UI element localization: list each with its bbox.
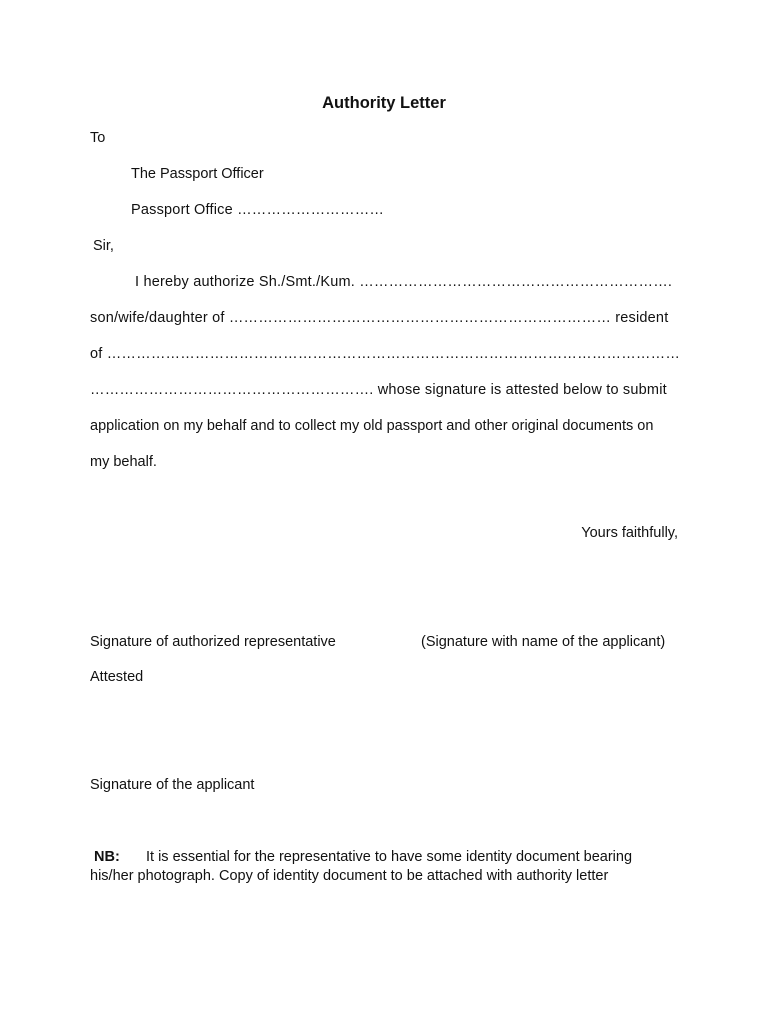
- body-line-6: my behalf.: [90, 454, 157, 470]
- body-line-1: I hereby authorize Sh./Smt./Kum. ……………………………………………………….: [135, 274, 673, 290]
- representative-signature-label: Signature of authorized representative: [90, 634, 336, 650]
- attested-label: Attested: [90, 669, 144, 685]
- applicant-signature-name-label: (Signature with name of the applicant): [421, 634, 666, 650]
- addressee-line-1: The Passport Officer: [131, 166, 264, 182]
- body-line-4: …………………………………………………. whose signature is attested below to submit: [90, 382, 667, 398]
- applicant-signature-label: Signature of the applicant: [90, 777, 255, 793]
- nb-label: NB:: [94, 849, 120, 865]
- body-line-5: application on my behalf and to collect my old passport and other original documents on: [90, 418, 654, 434]
- closing-line: Yours faithfully,: [581, 525, 678, 541]
- salutation: Sir,: [93, 238, 114, 254]
- document-title: Authority Letter: [322, 94, 446, 112]
- to-label: To: [90, 130, 106, 146]
- body-line-3: of ………………………………………………………………………………………………………: [90, 346, 681, 362]
- nb-text-line-2: his/her photograph. Copy of identity document to be attached with authority letter: [90, 868, 609, 884]
- body-line-2: son/wife/daughter of …………………………………………………………………… resident: [90, 310, 669, 326]
- nb-text-line-1: It is essential for the representative to have some identity document bearing: [146, 849, 633, 865]
- addressee-line-2: Passport Office …………………………: [131, 202, 385, 218]
